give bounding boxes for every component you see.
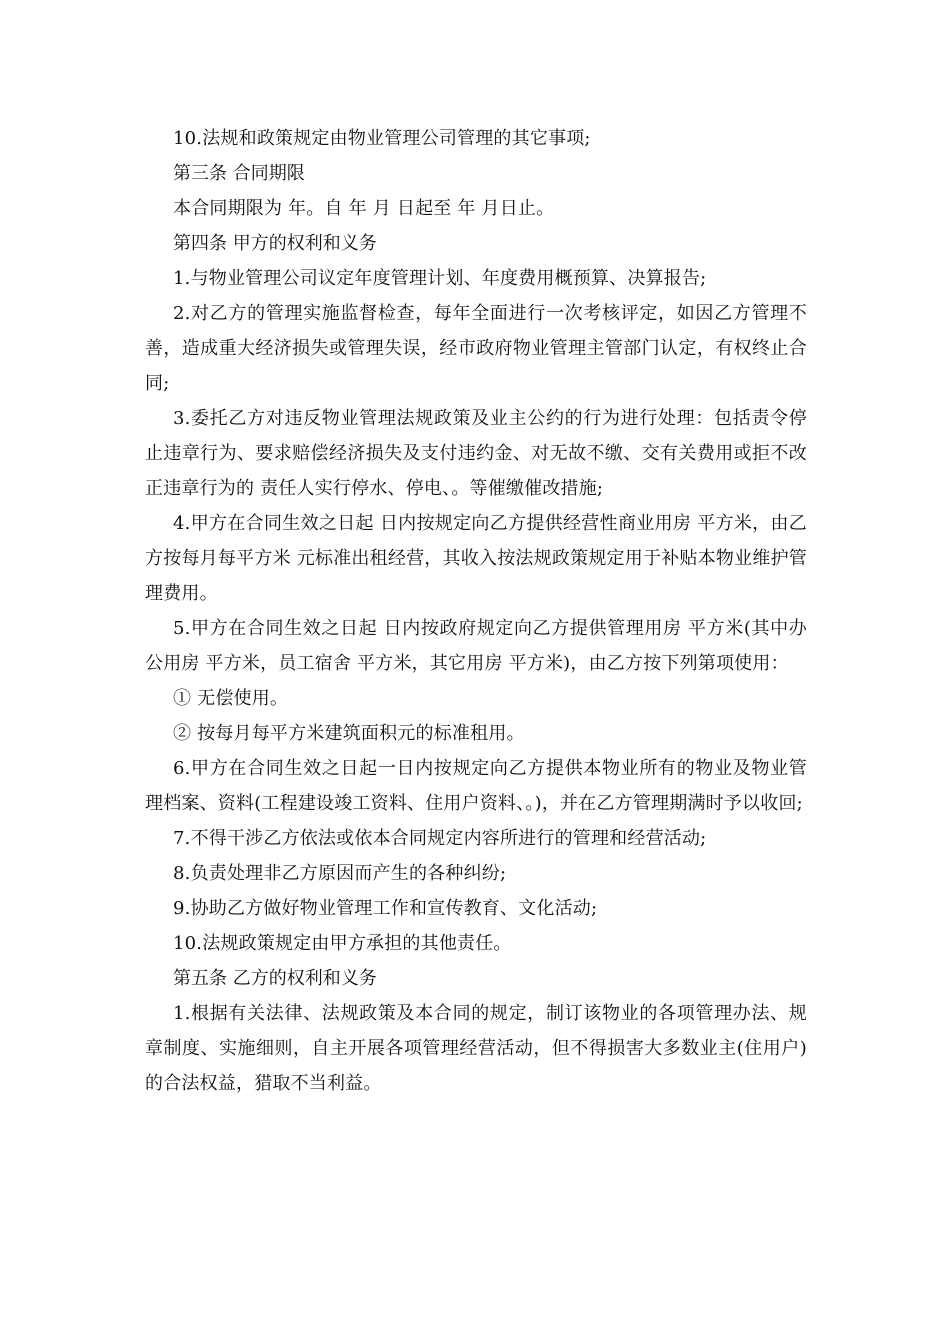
party-a-item-9: 9.协助乙方做好物业管理工作和宣传教育、文化活动; [173, 898, 598, 919]
party-a-item-1: 1.与物业管理公司议定年度管理计划、年度费用概预算、决算报告; [173, 268, 707, 289]
party-a-item-8: 8.负责处理非乙方原因而产生的各种纠纷; [173, 863, 507, 884]
contract-term-text: 本合同期限为 年。自 年 月 日起至 年 月日止。 [173, 198, 555, 219]
party-a-item-3: 3.委托乙方对违反物业管理法规政策及业主公约的行为进行处理：包括责令停止违章行为、要求赔偿经济损失及支付违约金、对无故不缴、交有关费用或拒不改正违章行为的 责任人实行停水、停电、。等催缴催改措施; [145, 408, 807, 499]
article-4-heading: 第四条 甲方的权利和义务 [173, 233, 377, 254]
party-b-item-1: 1.根据有关法律、法规政策及本合同的规定，制订该物业的各项管理办法、规章制度、实施细则，自主开展各项管理经营活动，但不得损害大多数业主(住用户)的合法权益，猎取不当利益。 [145, 1003, 807, 1094]
clause-item-10-management: 10.法规和政策规定由物业管理公司管理的其它事项; [173, 128, 591, 149]
party-a-item-2: 2.对乙方的管理实施监督检查，每年全面进行一次考核评定，如因乙方管理不善，造成重大经济损失或管理失误，经市政府物业管理主管部门认定，有权终止合同; [145, 303, 807, 394]
usage-option-1: ① 无偿使用。 [173, 688, 289, 709]
article-3-heading: 第三条 合同期限 [173, 163, 305, 184]
party-a-item-4: 4.甲方在合同生效之日起 日内按规定向乙方提供经营性商业用房 平方米，由乙方按每月每平方米 元标准出租经营，其收入按法规政策规定用于补贴本物业维护管理费用。 [145, 513, 807, 604]
party-a-item-6: 6.甲方在合同生效之日起一日内按规定向乙方提供本物业所有的物业及物业管理档案、资料(工程建设竣工资料、住用户资料、。)，并在乙方管理期满时予以收回; [145, 758, 807, 814]
party-a-item-7: 7.不得干涉乙方依法或依本合同规定内容所进行的管理和经营活动; [173, 828, 707, 849]
document-body [145, 121, 807, 1101]
party-a-item-5: 5.甲方在合同生效之日起 日内按政府规定向乙方提供管理用房 平方米(其中办公用房 平方米，员工宿舍 平方米，其它用房 平方米)，由乙方按下列第项使用： [145, 618, 807, 674]
party-a-item-10: 10.法规政策规定由甲方承担的其他责任。 [173, 933, 512, 954]
article-5-heading: 第五条 乙方的权利和义务 [173, 968, 377, 989]
usage-option-2: ② 按每月每平方米建筑面积元的标准租用。 [173, 723, 525, 744]
